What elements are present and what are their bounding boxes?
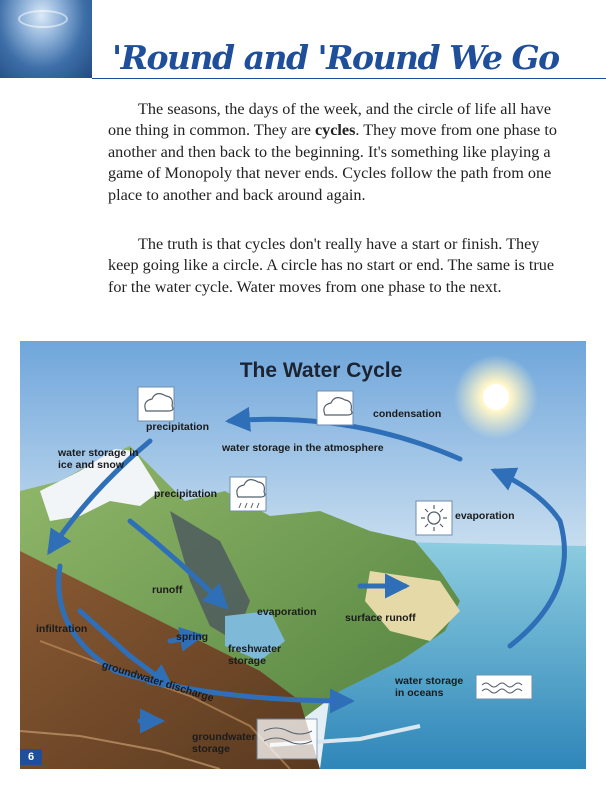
rain-cloud-icon — [230, 477, 266, 511]
water-cycle-diagram — [20, 341, 586, 769]
soil-icon — [257, 719, 317, 759]
label-surface-runoff: surface runoff — [345, 612, 416, 624]
label-evaporation-lake: evaporation — [257, 606, 317, 618]
header-water-swatch — [0, 0, 92, 78]
title-rule — [92, 78, 606, 79]
label-storage-oceans: water storage in oceans — [395, 675, 464, 699]
label-freshwater-storage: freshwater storage — [228, 643, 282, 667]
label-runoff: runoff — [152, 584, 183, 596]
para1-text-a: The seasons, the days of the week, and the circle of life all have one thing in common. They are — [108, 100, 552, 140]
label-infiltration: infiltration — [36, 623, 88, 635]
label-precipitation-top: precipitation — [146, 421, 210, 433]
diagram-artwork — [20, 341, 586, 769]
diagram-title: The Water Cycle — [239, 359, 403, 382]
label-storage-ice: water storage in ice and snow — [58, 447, 139, 471]
para1-keyword: cycles — [314, 121, 356, 140]
para1-text-c: . They move from one phase to another and then back to the beginning. It's something like playing a game of Monopoly that never ends. Cycles follow the path from one place to another and back around again. — [108, 121, 557, 204]
label-evaporation-ocean: evaporation — [455, 510, 515, 522]
label-groundwater-storage: groundwater storage — [192, 731, 256, 755]
cloud-icon — [138, 387, 174, 421]
label-precipitation-mid: precipitation — [154, 488, 218, 500]
label-storage-atmosphere: water storage in the atmosphere — [222, 442, 384, 454]
sun-icon — [416, 501, 452, 535]
label-condensation: condensation — [373, 408, 442, 420]
label-groundwater-discharge: groundwater discharge — [100, 659, 216, 705]
sun — [483, 384, 509, 410]
waves-icon — [476, 675, 532, 699]
second-paragraph: The truth is that cycles don't really have a start or finish. They keep going like a circle. A circle has no start or end. The same is true for the water cycle. Water moves from one phase to the next. — [108, 235, 555, 296]
label-spring: spring — [176, 631, 209, 643]
intro-paragraph — [108, 99, 560, 206]
condensation-cloud-icon — [317, 391, 353, 425]
page-title: 'Round and 'Round We Go — [112, 38, 559, 77]
page-number: 6 — [20, 749, 42, 765]
